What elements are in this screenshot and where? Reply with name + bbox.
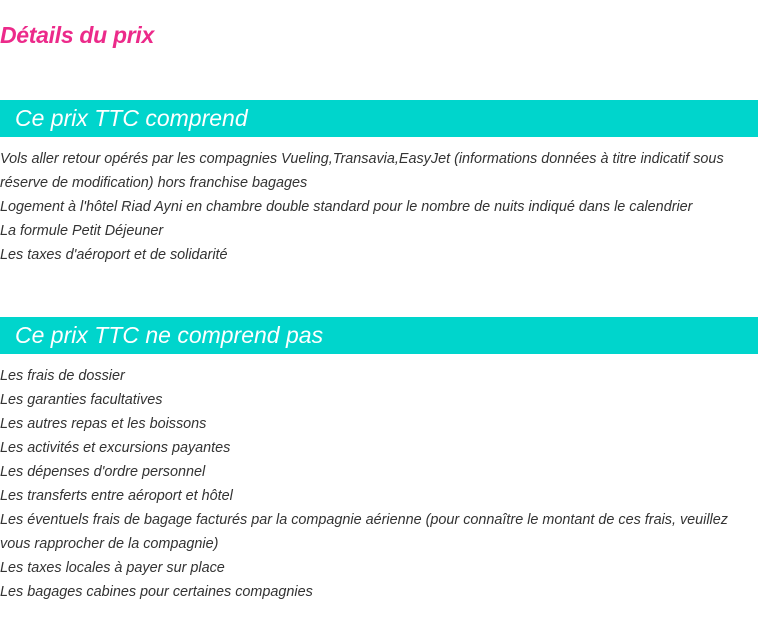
excluded-item: Les activités et excursions payantes [0, 440, 231, 456]
excluded-item: Les frais de dossier [0, 368, 125, 384]
excluded-item: Les garanties facultatives [0, 392, 163, 408]
excluded-section-header [0, 317, 758, 354]
excluded-item: Les transferts entre aéroport et hôtel [0, 488, 233, 504]
excluded-item: Les dépenses d'ordre personnel [0, 464, 206, 480]
excluded-section-heading: Ce prix TTC ne comprend pas [15, 322, 324, 348]
included-item: La formule Petit Déjeuner [0, 223, 164, 239]
included-section-heading: Ce prix TTC comprend [15, 105, 248, 131]
excluded-item: Les bagages cabines pour certaines compagnies [0, 584, 313, 600]
included-item: Les taxes d'aéroport et de solidarité [0, 247, 228, 263]
excluded-item: Les éventuels frais de bagage facturés par la compagnie aérienne (pour connaître le montant de ces frais, veuillez vous rapprocher de la compagnie) [0, 512, 728, 552]
excluded-item: Les autres repas et les boissons [0, 416, 207, 432]
excluded-item: Les taxes locales à payer sur place [0, 560, 225, 576]
included-item: Vols aller retour opérés par les compagnies Vueling,Transavia,EasyJet (informations données à titre indicatif sous réserve de modification) hors franchise bagages [0, 151, 724, 191]
included-item: Logement à l'hôtel Riad Ayni en chambre double standard pour le nombre de nuits indiqué dans le calendrier [0, 199, 693, 215]
included-section-header [0, 100, 758, 137]
included-items-list [0, 147, 758, 267]
page-title: Détails du prix [0, 22, 154, 48]
excluded-items-list [0, 364, 758, 604]
